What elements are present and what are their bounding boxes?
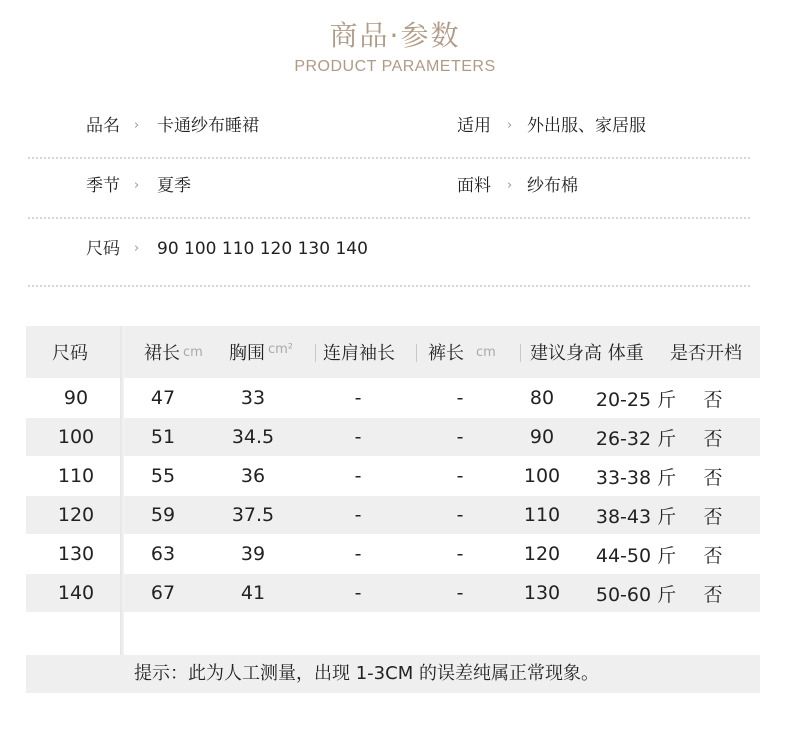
column-header: 裤长 cm <box>428 343 496 364</box>
table-cell: 63 <box>150 543 176 565</box>
table-cell: 33-38 斤 <box>595 466 677 489</box>
table-cell: 120 <box>57 504 95 526</box>
table-cell: 100 <box>57 426 95 448</box>
table-cell: 51 <box>150 426 176 448</box>
param-label: 季节 <box>86 176 120 196</box>
column-header: 连肩袖长 <box>323 343 395 364</box>
table-row <box>26 418 760 456</box>
table-cell: 110 <box>523 504 561 526</box>
table-cell: 36 <box>240 465 266 487</box>
table-cell: 否 <box>703 544 723 567</box>
chevron-right-icon: › <box>134 118 140 133</box>
chevron-right-icon: › <box>507 178 513 193</box>
column-header: 是否开档 <box>670 343 742 364</box>
column-header: 胸围 cm² <box>229 341 294 364</box>
table-column-divider <box>120 326 124 692</box>
table-cell: 38-43 斤 <box>595 505 677 528</box>
measurement-note <box>26 655 760 693</box>
param-label: 品名 <box>86 116 120 136</box>
table-cell: - <box>456 465 464 487</box>
table-cell: 否 <box>703 388 723 411</box>
table-row <box>26 574 760 612</box>
param-value: 夏季 <box>157 176 191 196</box>
param-row <box>0 114 790 138</box>
column-header: 建议身高 体重 <box>530 343 644 364</box>
page-subtitle: PRODUCT PARAMETERS <box>294 58 496 75</box>
table-cell: 140 <box>57 582 95 604</box>
chevron-right-icon: › <box>507 118 513 133</box>
table-cell: - <box>354 426 362 448</box>
table-cell: 41 <box>240 582 266 604</box>
table-cell: 否 <box>703 505 723 528</box>
table-cell: 120 <box>523 543 561 565</box>
param-row <box>0 237 790 261</box>
table-cell: 110 <box>57 465 95 487</box>
unit-label: cm² <box>268 341 294 357</box>
table-cell: - <box>456 543 464 565</box>
table-cell: 130 <box>523 582 561 604</box>
table-cell: 55 <box>150 465 176 487</box>
chevron-right-icon: › <box>134 241 140 256</box>
table-cell: - <box>354 504 362 526</box>
table-cell: 47 <box>150 387 176 409</box>
table-cell: 33 <box>240 387 266 409</box>
table-cell: 37.5 <box>231 504 275 526</box>
table-row <box>26 379 760 417</box>
table-cell: 否 <box>703 427 723 450</box>
table-cell: 20-25 斤 <box>595 388 677 411</box>
note-text: 提示：此为人工测量，出现 1-3CM 的误差纯属正常现象。 <box>134 663 599 684</box>
table-cell: 90 <box>63 387 89 409</box>
chevron-right-icon: › <box>134 178 140 193</box>
param-value: 纱布棉 <box>527 176 578 196</box>
table-cell: 39 <box>240 543 266 565</box>
table-cell: 否 <box>703 583 723 606</box>
table-cell: - <box>456 426 464 448</box>
dotted-divider <box>28 285 750 287</box>
table-cell: 130 <box>57 543 95 565</box>
table-cell: 67 <box>150 582 176 604</box>
table-cell: - <box>456 582 464 604</box>
unit-label: cm <box>476 344 496 360</box>
table-header-row <box>26 326 760 378</box>
table-cell: - <box>354 582 362 604</box>
table-cell: - <box>456 504 464 526</box>
table-cell: 50-60 斤 <box>595 583 677 606</box>
dotted-divider <box>28 217 750 219</box>
param-value: 90 100 110 120 130 140 <box>157 239 368 259</box>
table-cell: 100 <box>523 465 561 487</box>
param-label: 尺码 <box>86 239 120 259</box>
column-header: 尺码 <box>52 343 88 364</box>
table-cell: - <box>354 543 362 565</box>
table-row <box>26 496 760 534</box>
table-cell: 26-32 斤 <box>595 427 677 450</box>
table-cell: - <box>456 387 464 409</box>
column-separator <box>315 344 316 362</box>
unit-label: cm <box>183 344 203 360</box>
param-label: 适用 <box>457 116 491 136</box>
dotted-divider <box>28 157 750 159</box>
param-label: 面料 <box>457 176 491 196</box>
column-header: 裙长 cm <box>144 343 203 364</box>
table-cell: - <box>354 465 362 487</box>
table-cell: 否 <box>703 466 723 489</box>
table-cell: 34.5 <box>231 426 275 448</box>
column-separator <box>520 344 521 362</box>
table-row <box>26 535 760 573</box>
table-cell: 44-50 斤 <box>595 544 677 567</box>
table-cell: 90 <box>529 426 555 448</box>
table-row <box>26 457 760 495</box>
table-cell: 80 <box>529 387 555 409</box>
table-cell: - <box>354 387 362 409</box>
page-title: 商品·参数 <box>329 19 461 52</box>
param-value: 外出服、家居服 <box>527 116 646 136</box>
column-separator <box>416 344 417 362</box>
table-cell: 59 <box>150 504 176 526</box>
param-value: 卡通纱布睡裙 <box>157 116 259 136</box>
param-row <box>0 174 790 198</box>
